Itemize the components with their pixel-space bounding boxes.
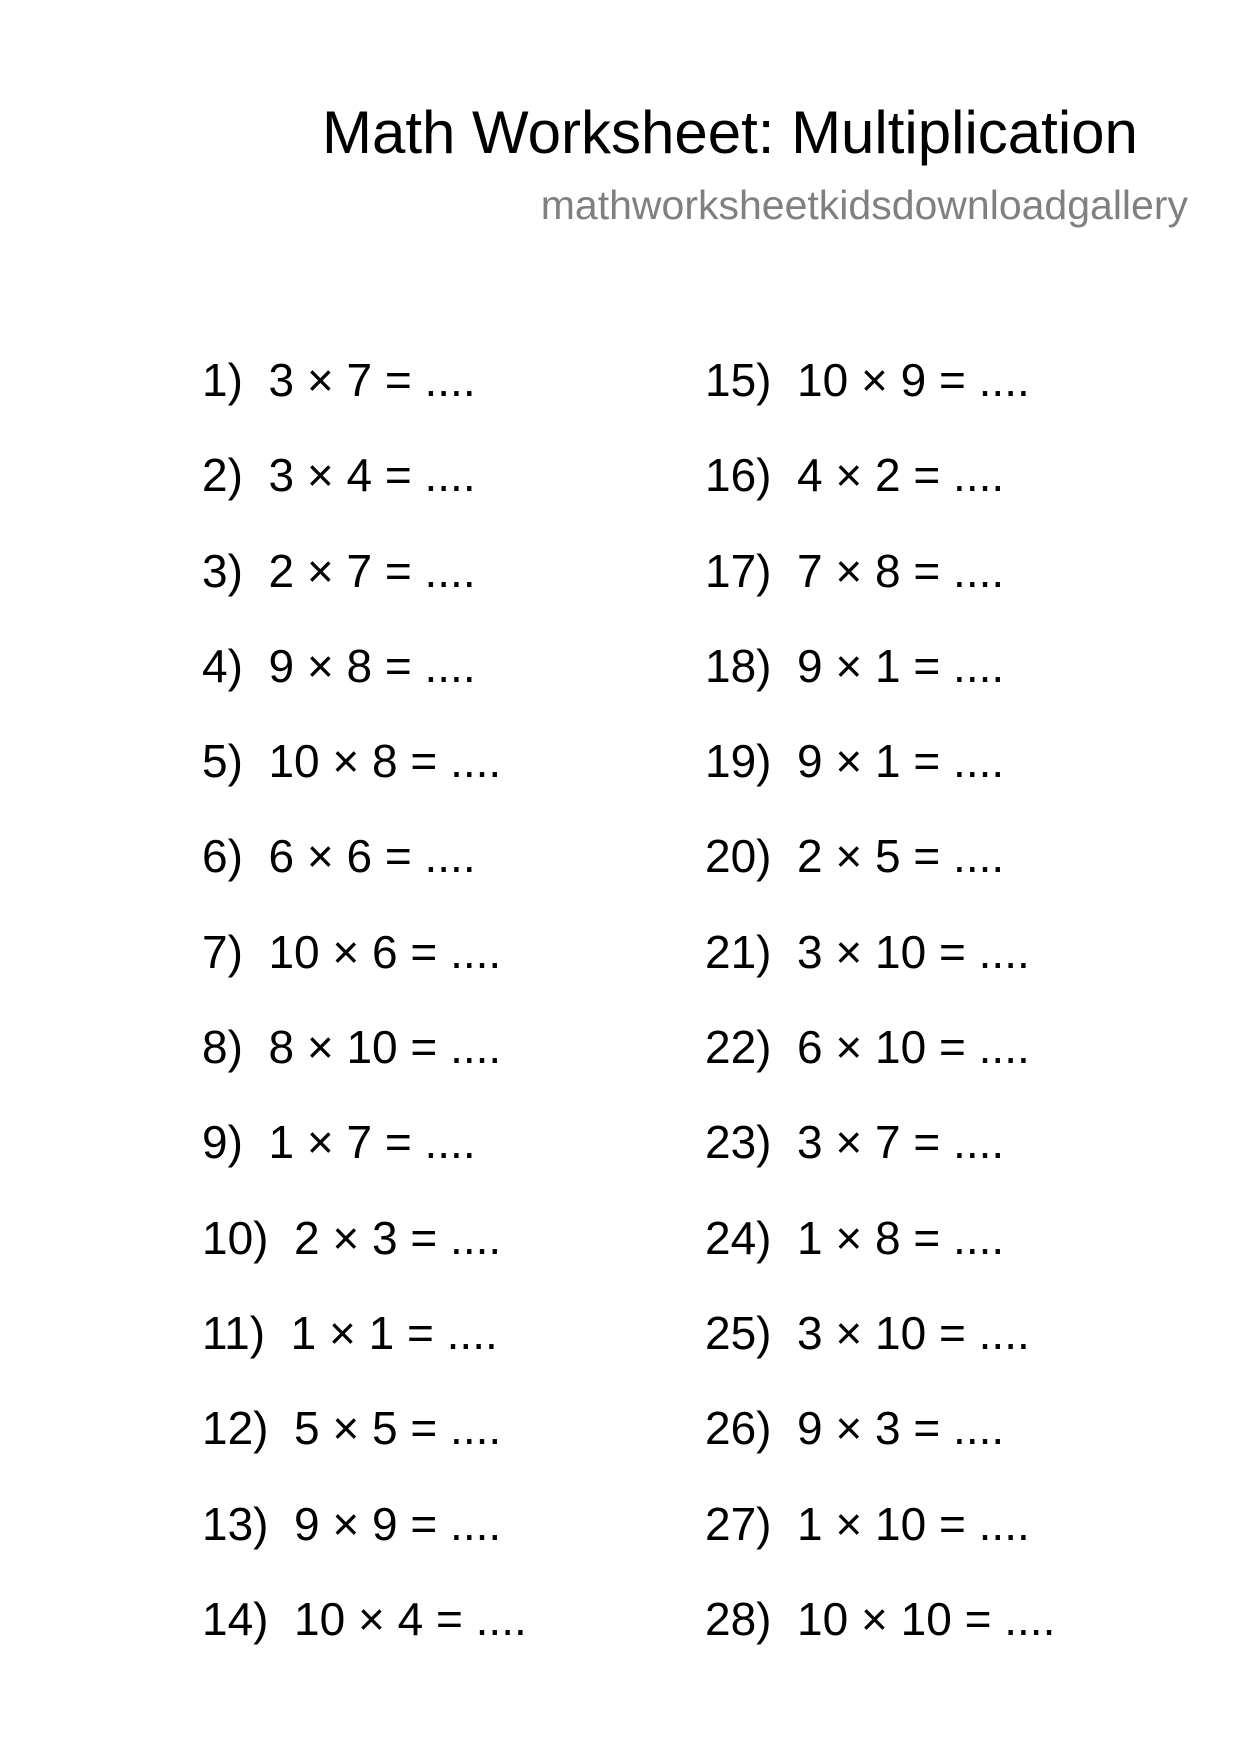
problem-expression: 1 × 10 = .... bbox=[797, 1497, 1030, 1550]
problem-expression: 3 × 10 = .... bbox=[797, 1306, 1030, 1359]
problem-expression: 1 × 7 = .... bbox=[268, 1116, 476, 1169]
problem-number: 26) bbox=[705, 1402, 772, 1455]
problem-item bbox=[705, 828, 1055, 923]
problem-number: 16) bbox=[705, 449, 772, 502]
problem-item bbox=[202, 447, 527, 542]
problem-number: 22) bbox=[705, 1021, 772, 1074]
problem-number: 25) bbox=[705, 1306, 772, 1359]
problem-expression: 3 × 10 = .... bbox=[797, 925, 1030, 978]
problem-number: 24) bbox=[705, 1211, 772, 1264]
problem-item bbox=[705, 1496, 1055, 1591]
problem-item bbox=[202, 1305, 527, 1400]
problem-expression: 2 × 3 = .... bbox=[294, 1211, 502, 1264]
problem-number: 21) bbox=[705, 925, 772, 978]
problem-number: 7) bbox=[202, 925, 243, 978]
problem-number: 17) bbox=[705, 544, 772, 597]
problem-item bbox=[202, 352, 527, 447]
problem-column-left bbox=[202, 352, 527, 1686]
problem-expression: 3 × 4 = .... bbox=[268, 449, 476, 502]
problem-expression: 1 × 1 = .... bbox=[290, 1306, 498, 1359]
problem-item bbox=[705, 1210, 1055, 1305]
problem-expression: 10 × 9 = .... bbox=[797, 354, 1030, 406]
problem-expression: 10 × 10 = .... bbox=[797, 1592, 1056, 1645]
problem-item bbox=[202, 924, 527, 1019]
problem-expression: 9 × 8 = .... bbox=[268, 639, 476, 692]
problem-expression: 9 × 3 = .... bbox=[797, 1402, 1005, 1455]
problem-number: 12) bbox=[202, 1402, 269, 1455]
problem-number: 20) bbox=[705, 830, 772, 883]
problem-number: 15) bbox=[705, 354, 772, 406]
problem-number: 13) bbox=[202, 1497, 269, 1550]
problem-item bbox=[202, 1114, 527, 1209]
problem-number: 28) bbox=[705, 1592, 772, 1645]
problem-item bbox=[202, 1591, 527, 1686]
problem-number: 6) bbox=[202, 830, 243, 883]
problem-item bbox=[705, 1305, 1055, 1400]
problem-number: 3) bbox=[202, 544, 243, 597]
problem-number: 18) bbox=[705, 639, 772, 692]
problem-expression: 10 × 4 = .... bbox=[294, 1592, 527, 1645]
problem-item bbox=[202, 1400, 527, 1495]
problem-number: 10) bbox=[202, 1211, 269, 1264]
problem-item bbox=[202, 828, 527, 923]
problem-item bbox=[705, 733, 1055, 828]
problem-expression: 6 × 6 = .... bbox=[268, 830, 476, 883]
problem-item bbox=[705, 1019, 1055, 1114]
problem-number: 11) bbox=[202, 1306, 266, 1359]
problem-number: 5) bbox=[202, 735, 243, 788]
problem-expression: 9 × 1 = .... bbox=[797, 639, 1005, 692]
problem-column-right bbox=[705, 352, 1055, 1686]
problem-number: 4) bbox=[202, 639, 243, 692]
problem-item bbox=[202, 1019, 527, 1114]
problem-item bbox=[705, 352, 1055, 447]
problem-number: 8) bbox=[202, 1021, 243, 1074]
problem-number: 14) bbox=[202, 1592, 269, 1645]
problem-item bbox=[202, 543, 527, 638]
problem-number: 1) bbox=[202, 354, 243, 406]
worksheet-subtitle: mathworksheetkidsdownloadgallery bbox=[540, 182, 1188, 228]
problem-expression: 3 × 7 = .... bbox=[797, 1116, 1005, 1169]
problem-expression: 9 × 1 = .... bbox=[797, 735, 1005, 788]
problem-number: 27) bbox=[705, 1497, 772, 1550]
problem-number: 9) bbox=[202, 1116, 243, 1169]
problem-item bbox=[202, 733, 527, 828]
problem-item bbox=[202, 1210, 527, 1305]
problem-expression: 4 × 2 = .... bbox=[797, 449, 1005, 502]
problem-item bbox=[202, 1496, 527, 1591]
problem-expression: 9 × 9 = .... bbox=[294, 1497, 502, 1550]
problem-item bbox=[705, 1400, 1055, 1495]
problem-expression: 7 × 8 = .... bbox=[797, 544, 1005, 597]
problem-item bbox=[202, 638, 527, 733]
problem-number: 2) bbox=[202, 449, 243, 502]
problem-item bbox=[705, 1591, 1055, 1686]
problem-item bbox=[705, 543, 1055, 638]
problem-expression: 8 × 10 = .... bbox=[268, 1021, 502, 1074]
problem-expression: 3 × 7 = .... bbox=[268, 354, 476, 406]
problem-number: 19) bbox=[705, 735, 772, 788]
problem-item bbox=[705, 1114, 1055, 1209]
problem-item bbox=[705, 924, 1055, 1019]
worksheet-title: Math Worksheet: Multiplication bbox=[322, 99, 1138, 166]
problem-expression: 10 × 8 = .... bbox=[268, 735, 502, 788]
problem-item bbox=[705, 447, 1055, 542]
problem-number: 23) bbox=[705, 1116, 772, 1169]
problem-expression: 2 × 5 = .... bbox=[797, 830, 1005, 883]
problem-expression: 2 × 7 = .... bbox=[268, 544, 476, 597]
problem-item bbox=[705, 638, 1055, 733]
problem-expression: 6 × 10 = .... bbox=[797, 1021, 1030, 1074]
problem-expression: 1 × 8 = .... bbox=[797, 1211, 1005, 1264]
problem-expression: 5 × 5 = .... bbox=[294, 1402, 502, 1455]
problem-expression: 10 × 6 = .... bbox=[268, 925, 502, 978]
